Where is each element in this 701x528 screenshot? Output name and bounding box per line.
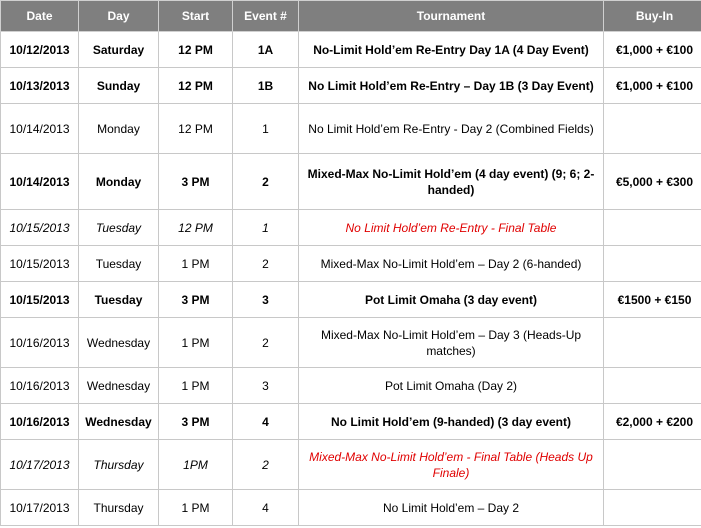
cell-date: 10/15/2013 bbox=[1, 246, 79, 282]
table-row bbox=[1, 490, 701, 526]
cell-tournament: Mixed-Max No-Limit Hold’em (4 day event) (9; 6; 2-handed) bbox=[299, 154, 604, 210]
cell-event-number: 1B bbox=[233, 68, 299, 104]
cell-event-number: 1 bbox=[233, 104, 299, 154]
cell-start: 1 PM bbox=[159, 246, 233, 282]
cell-day: Tuesday bbox=[79, 282, 159, 318]
column-header-buy-in: Buy-In bbox=[604, 1, 701, 32]
cell-day: Thursday bbox=[79, 490, 159, 526]
cell-event-number: 3 bbox=[233, 282, 299, 318]
table-row bbox=[1, 282, 701, 318]
cell-buy-in: €1,000 + €100 bbox=[604, 68, 701, 104]
cell-date: 10/16/2013 bbox=[1, 318, 79, 368]
cell-start: 3 PM bbox=[159, 404, 233, 440]
cell-day: Wednesday bbox=[79, 368, 159, 404]
cell-start: 12 PM bbox=[159, 104, 233, 154]
cell-buy-in bbox=[604, 104, 701, 154]
cell-date: 10/15/2013 bbox=[1, 282, 79, 318]
table-row bbox=[1, 440, 701, 490]
cell-tournament: Mixed-Max No-Limit Hold’em - Final Table (Heads Up Finale) bbox=[299, 440, 604, 490]
cell-date: 10/15/2013 bbox=[1, 210, 79, 246]
table-header-row bbox=[1, 1, 701, 32]
cell-date: 10/17/2013 bbox=[1, 490, 79, 526]
cell-day: Monday bbox=[79, 154, 159, 210]
cell-tournament: No Limit Hold’em Re-Entry - Day 2 (Combined Fields) bbox=[299, 104, 604, 154]
column-header-start: Start bbox=[159, 1, 233, 32]
cell-day: Tuesday bbox=[79, 210, 159, 246]
cell-tournament: No Limit Hold’em Re-Entry - Final Table bbox=[299, 210, 604, 246]
cell-tournament: Mixed-Max No-Limit Hold’em – Day 2 (6-handed) bbox=[299, 246, 604, 282]
cell-tournament: Pot Limit Omaha (Day 2) bbox=[299, 368, 604, 404]
column-header-tournament: Tournament bbox=[299, 1, 604, 32]
table-row bbox=[1, 210, 701, 246]
cell-date: 10/12/2013 bbox=[1, 32, 79, 68]
cell-buy-in bbox=[604, 440, 701, 490]
table-row bbox=[1, 318, 701, 368]
cell-event-number: 2 bbox=[233, 154, 299, 210]
table-row bbox=[1, 246, 701, 282]
cell-day: Sunday bbox=[79, 68, 159, 104]
cell-buy-in: €1500 + €150 bbox=[604, 282, 701, 318]
cell-buy-in: €1,000 + €100 bbox=[604, 32, 701, 68]
cell-tournament: No Limit Hold’em (9-handed) (3 day event) bbox=[299, 404, 604, 440]
cell-date: 10/14/2013 bbox=[1, 104, 79, 154]
cell-date: 10/17/2013 bbox=[1, 440, 79, 490]
cell-start: 1 PM bbox=[159, 490, 233, 526]
cell-start: 1 PM bbox=[159, 368, 233, 404]
cell-buy-in: €5,000 + €300 bbox=[604, 154, 701, 210]
cell-start: 12 PM bbox=[159, 210, 233, 246]
table-row bbox=[1, 154, 701, 210]
cell-day: Thursday bbox=[79, 440, 159, 490]
table-row bbox=[1, 32, 701, 68]
cell-buy-in bbox=[604, 210, 701, 246]
cell-tournament: No Limit Hold’em – Day 2 bbox=[299, 490, 604, 526]
cell-start: 1PM bbox=[159, 440, 233, 490]
cell-event-number: 4 bbox=[233, 490, 299, 526]
column-header-event-number: Event # bbox=[233, 1, 299, 32]
cell-event-number: 2 bbox=[233, 440, 299, 490]
cell-day: Saturday bbox=[79, 32, 159, 68]
cell-buy-in: €2,000 + €200 bbox=[604, 404, 701, 440]
cell-buy-in bbox=[604, 246, 701, 282]
cell-day: Tuesday bbox=[79, 246, 159, 282]
cell-start: 12 PM bbox=[159, 68, 233, 104]
cell-day: Monday bbox=[79, 104, 159, 154]
cell-buy-in bbox=[604, 368, 701, 404]
cell-tournament: No-Limit Hold’em Re-Entry Day 1A (4 Day Event) bbox=[299, 32, 604, 68]
cell-buy-in bbox=[604, 318, 701, 368]
cell-tournament: Pot Limit Omaha (3 day event) bbox=[299, 282, 604, 318]
cell-event-number: 1A bbox=[233, 32, 299, 68]
cell-start: 12 PM bbox=[159, 32, 233, 68]
column-header-day: Day bbox=[79, 1, 159, 32]
cell-date: 10/16/2013 bbox=[1, 368, 79, 404]
cell-start: 1 PM bbox=[159, 318, 233, 368]
cell-tournament: No Limit Hold’em Re-Entry – Day 1B (3 Day Event) bbox=[299, 68, 604, 104]
cell-day: Wednesday bbox=[79, 404, 159, 440]
column-header-date: Date bbox=[1, 1, 79, 32]
cell-event-number: 2 bbox=[233, 318, 299, 368]
cell-start: 3 PM bbox=[159, 282, 233, 318]
cell-date: 10/13/2013 bbox=[1, 68, 79, 104]
cell-event-number: 2 bbox=[233, 246, 299, 282]
table-row bbox=[1, 404, 701, 440]
table-row bbox=[1, 68, 701, 104]
cell-buy-in bbox=[604, 490, 701, 526]
cell-date: 10/16/2013 bbox=[1, 404, 79, 440]
cell-event-number: 4 bbox=[233, 404, 299, 440]
table-row bbox=[1, 368, 701, 404]
cell-start: 3 PM bbox=[159, 154, 233, 210]
cell-event-number: 1 bbox=[233, 210, 299, 246]
cell-day: Wednesday bbox=[79, 318, 159, 368]
table-row bbox=[1, 104, 701, 154]
cell-event-number: 3 bbox=[233, 368, 299, 404]
cell-tournament: Mixed-Max No-Limit Hold’em – Day 3 (Heads-Up matches) bbox=[299, 318, 604, 368]
cell-date: 10/14/2013 bbox=[1, 154, 79, 210]
